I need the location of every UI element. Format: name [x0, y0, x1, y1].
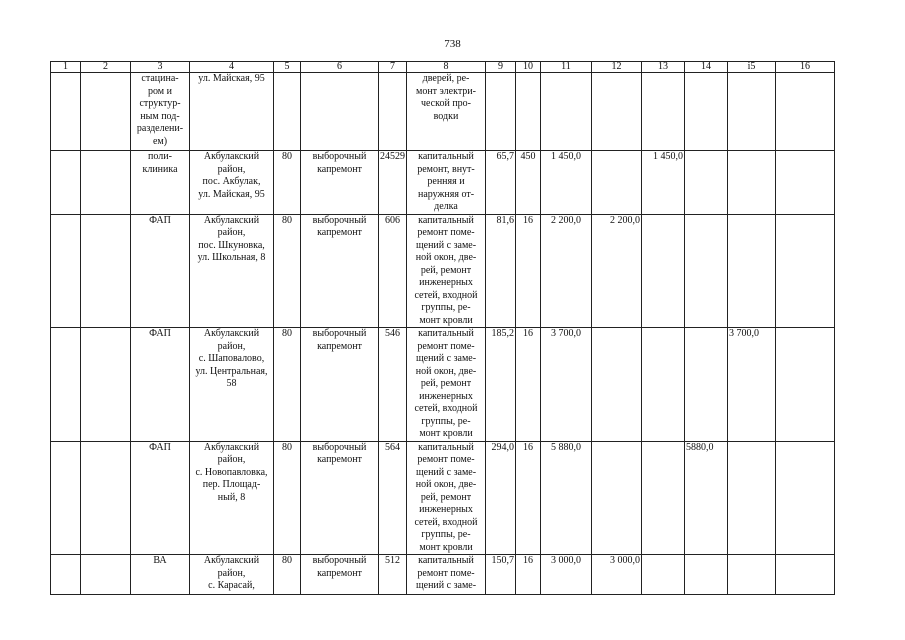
cell-col-10: 16 — [516, 328, 541, 442]
cell-col-12 — [592, 151, 642, 215]
cell-col-12 — [592, 441, 642, 555]
cell-col-15 — [728, 441, 776, 555]
cell-col-12: 2 200,0 — [592, 214, 642, 328]
cell-line: группы, ре- — [421, 529, 471, 540]
cell-line: с. Шаповалово, — [198, 353, 265, 364]
cell-col-14 — [685, 328, 728, 442]
cell-line: инженерных — [419, 390, 473, 402]
cell-line: водки — [433, 110, 459, 122]
address — [190, 73, 274, 151]
address — [190, 441, 274, 555]
facility-type — [131, 441, 190, 555]
cell-col-1 — [51, 214, 81, 328]
cell-line: ный, 8 — [217, 491, 246, 503]
cell-line: разделени- — [136, 123, 184, 134]
column-number: 11 — [541, 62, 592, 73]
cell-line: район, — [217, 567, 246, 579]
cell-line: ной окон, две- — [415, 479, 477, 490]
cell-line: выборочный — [312, 328, 367, 339]
cell-col-16 — [776, 328, 835, 442]
cell-col-14 — [685, 151, 728, 215]
cell-col-16 — [776, 151, 835, 215]
cell-line: ной окон, две- — [415, 252, 477, 263]
cell-col-15 — [728, 73, 776, 151]
cell-col-2 — [81, 555, 131, 595]
cell-line: ул. Центральная, — [195, 365, 268, 377]
cell-col-5: 80 — [274, 214, 301, 328]
repair-type — [301, 73, 379, 151]
cell-line: ремонт поме- — [417, 227, 475, 238]
cell-line: щений с заме- — [415, 239, 477, 251]
cell-line: выборочный — [312, 441, 367, 453]
cell-line: выборочный — [312, 555, 367, 566]
cell-col-13 — [642, 328, 685, 442]
column-number: 2 — [81, 62, 131, 73]
table-row — [51, 328, 835, 442]
cost-total: 2 200,0 — [541, 214, 592, 328]
cell-line: капремонт — [317, 340, 362, 352]
cell-line: выборочный — [312, 151, 367, 162]
cell-line: ром и — [148, 85, 172, 97]
repair-type — [301, 555, 379, 595]
repair-type — [301, 441, 379, 555]
column-number: 6 — [301, 62, 379, 73]
cell-col-2 — [81, 214, 131, 328]
column-number-row — [51, 62, 835, 73]
cell-line: щений с заме- — [415, 353, 477, 364]
cell-col-5 — [274, 73, 301, 151]
cell-col-9: 81,6 — [486, 214, 516, 328]
work-description — [407, 151, 486, 215]
cell-col-13 — [642, 555, 685, 595]
cell-line: ФАП — [149, 441, 171, 453]
cell-col-1 — [51, 73, 81, 151]
cell-line: Акбулакский — [203, 328, 260, 339]
facility-type — [131, 73, 190, 151]
cell-line: район, — [217, 340, 246, 352]
cell-line: пер. Площад- — [202, 479, 261, 490]
cell-col-1 — [51, 328, 81, 442]
cell-col-13 — [642, 214, 685, 328]
table-row — [51, 151, 835, 215]
cell-line: инженерных — [419, 277, 473, 288]
work-description — [407, 441, 486, 555]
cell-line: капремонт — [317, 567, 362, 579]
cell-line: ул. Майская, 95 — [198, 188, 265, 200]
cell-line: выборочный — [312, 214, 367, 226]
cell-line: капремонт — [317, 227, 362, 238]
cell-col-5: 80 — [274, 328, 301, 442]
cost-total: 5 880,0 — [541, 441, 592, 555]
table-row — [51, 73, 835, 151]
cell-line: группы, ре- — [421, 415, 471, 427]
facility-type — [131, 555, 190, 595]
cell-line: сетей, входной — [414, 403, 478, 414]
cell-col-7: 564 — [379, 441, 407, 555]
cell-col-7: 512 — [379, 555, 407, 595]
column-number: 16 — [776, 62, 835, 73]
cell-line: щений с заме- — [415, 580, 477, 591]
column-number: 5 — [274, 62, 301, 73]
cell-line: с. Карасай, — [208, 580, 255, 591]
cost-total: 3 700,0 — [541, 328, 592, 442]
cell-line: с. Новопавловка, — [195, 466, 268, 478]
cell-line: группы, ре- — [421, 302, 471, 313]
work-description — [407, 555, 486, 595]
cell-line: ремонт поме- — [417, 340, 475, 352]
cell-line: щений с заме- — [415, 466, 477, 478]
cell-line: рей, ремонт — [420, 264, 472, 276]
column-number: 14 — [685, 62, 728, 73]
repair-type — [301, 214, 379, 328]
cell-line: наружняя от- — [417, 188, 475, 200]
cell-line: Акбулакский — [203, 151, 260, 162]
work-description — [407, 73, 486, 151]
cell-line: монт кровли — [419, 428, 473, 439]
cell-line: поли- — [148, 151, 172, 162]
facility-type — [131, 328, 190, 442]
repair-program-table — [50, 61, 835, 595]
cell-col-14: 5880,0 — [685, 441, 728, 555]
cell-col-2 — [81, 73, 131, 151]
cell-col-15 — [728, 214, 776, 328]
cell-line: ул. Майская, 95 — [198, 73, 265, 84]
cell-line: район, — [217, 454, 246, 465]
work-description — [407, 328, 486, 442]
cell-line: ремонт поме- — [417, 454, 475, 465]
cell-col-7: 546 — [379, 328, 407, 442]
column-number: 8 — [407, 62, 486, 73]
cell-line: 58 — [226, 378, 237, 389]
cell-line: ным под- — [140, 110, 180, 122]
cell-col-15: 3 700,0 — [728, 328, 776, 442]
cell-line: пос. Акбулак, — [202, 176, 261, 187]
cell-line: ВА — [153, 555, 167, 566]
cell-line: рей, ремонт — [420, 491, 472, 503]
cell-col-12: 3 000,0 — [592, 555, 642, 595]
cell-col-7 — [379, 73, 407, 151]
cell-line: район, — [217, 163, 246, 175]
column-number: 7 — [379, 62, 407, 73]
cell-col-13 — [642, 73, 685, 151]
cell-col-7: 24529 — [379, 151, 407, 215]
column-number: 4 — [190, 62, 274, 73]
cell-line: капитальный — [418, 151, 474, 162]
cell-line: ФАП — [149, 214, 171, 226]
cell-line: Акбулакский — [203, 441, 260, 453]
cell-line: ремонт поме- — [417, 567, 475, 579]
cell-line: инженерных — [419, 504, 473, 515]
cost-total — [541, 73, 592, 151]
column-number: 10 — [516, 62, 541, 73]
cell-line: ремонт, внут- — [417, 163, 475, 175]
cell-line: капитальный — [418, 328, 474, 339]
cell-col-1 — [51, 555, 81, 595]
cell-col-14 — [685, 555, 728, 595]
cell-col-10: 16 — [516, 441, 541, 555]
cell-col-9: 294,0 — [486, 441, 516, 555]
cell-line: клиника — [142, 163, 178, 175]
cell-col-5: 80 — [274, 555, 301, 595]
cell-col-2 — [81, 441, 131, 555]
cell-line: капремонт — [317, 454, 362, 465]
cell-line: монт кровли — [419, 541, 473, 553]
cell-line: ренняя и — [427, 176, 465, 187]
facility-type — [131, 214, 190, 328]
cell-line: район, — [217, 227, 246, 238]
cell-col-5: 80 — [274, 441, 301, 555]
cell-col-14 — [685, 214, 728, 328]
address — [190, 214, 274, 328]
cell-line: Акбулакский — [203, 555, 260, 566]
cell-line: ФАП — [149, 328, 171, 339]
cell-line: монт кровли — [419, 314, 473, 326]
cell-col-12 — [592, 328, 642, 442]
cell-col-1 — [51, 151, 81, 215]
cell-col-2 — [81, 151, 131, 215]
cell-col-10: 16 — [516, 555, 541, 595]
cell-col-10 — [516, 73, 541, 151]
address — [190, 328, 274, 442]
cell-line: структур- — [139, 98, 181, 109]
column-number: i5 — [728, 62, 776, 73]
cell-line: капитальный — [418, 441, 474, 453]
cell-line: пос. Шкуновка, — [198, 239, 265, 251]
cell-line: капитальный — [418, 555, 474, 566]
column-number: 3 — [131, 62, 190, 73]
page-number: 738 — [444, 38, 461, 50]
cost-total: 3 000,0 — [541, 555, 592, 595]
cell-col-16 — [776, 73, 835, 151]
cell-col-16 — [776, 214, 835, 328]
cell-col-9: 150,7 — [486, 555, 516, 595]
cell-line: сетей, входной — [414, 516, 478, 528]
cell-col-13: 1 450,0 — [642, 151, 685, 215]
cell-col-7: 606 — [379, 214, 407, 328]
repair-type — [301, 151, 379, 215]
cell-col-9: 65,7 — [486, 151, 516, 215]
cell-line: ной окон, две- — [415, 365, 477, 377]
cell-col-15 — [728, 151, 776, 215]
cell-line: стацина- — [141, 73, 179, 84]
table-row — [51, 555, 835, 595]
cell-col-10: 16 — [516, 214, 541, 328]
cell-col-2 — [81, 328, 131, 442]
cell-line: монт электри- — [416, 85, 476, 97]
column-number: 1 — [51, 62, 81, 73]
cost-total: 1 450,0 — [541, 151, 592, 215]
cell-line: ем) — [152, 135, 168, 147]
work-description — [407, 214, 486, 328]
column-number: 12 — [592, 62, 642, 73]
cell-col-1 — [51, 441, 81, 555]
cell-line: ческой про- — [420, 98, 472, 109]
cell-line: дверей, ре- — [422, 73, 470, 84]
table-row — [51, 214, 835, 328]
cell-line: сетей, входной — [414, 289, 478, 301]
cell-line: делка — [434, 201, 458, 212]
cell-col-9: 185,2 — [486, 328, 516, 442]
cell-col-9 — [486, 73, 516, 151]
cell-line: Акбулакский — [203, 214, 260, 226]
repair-type — [301, 328, 379, 442]
facility-type — [131, 151, 190, 215]
cell-line: рей, ремонт — [420, 378, 472, 389]
cell-col-16 — [776, 555, 835, 595]
cell-col-10: 450 — [516, 151, 541, 215]
column-number: 13 — [642, 62, 685, 73]
cell-col-12 — [592, 73, 642, 151]
cell-line: капитальный — [418, 214, 474, 226]
column-number: 9 — [486, 62, 516, 73]
address — [190, 151, 274, 215]
cell-col-16 — [776, 441, 835, 555]
cell-col-14 — [685, 73, 728, 151]
cell-line: ул. Школьная, 8 — [197, 252, 266, 263]
address — [190, 555, 274, 595]
table-row — [51, 441, 835, 555]
cell-line: капремонт — [317, 163, 362, 175]
cell-col-13 — [642, 441, 685, 555]
cell-col-5: 80 — [274, 151, 301, 215]
cell-col-15 — [728, 555, 776, 595]
